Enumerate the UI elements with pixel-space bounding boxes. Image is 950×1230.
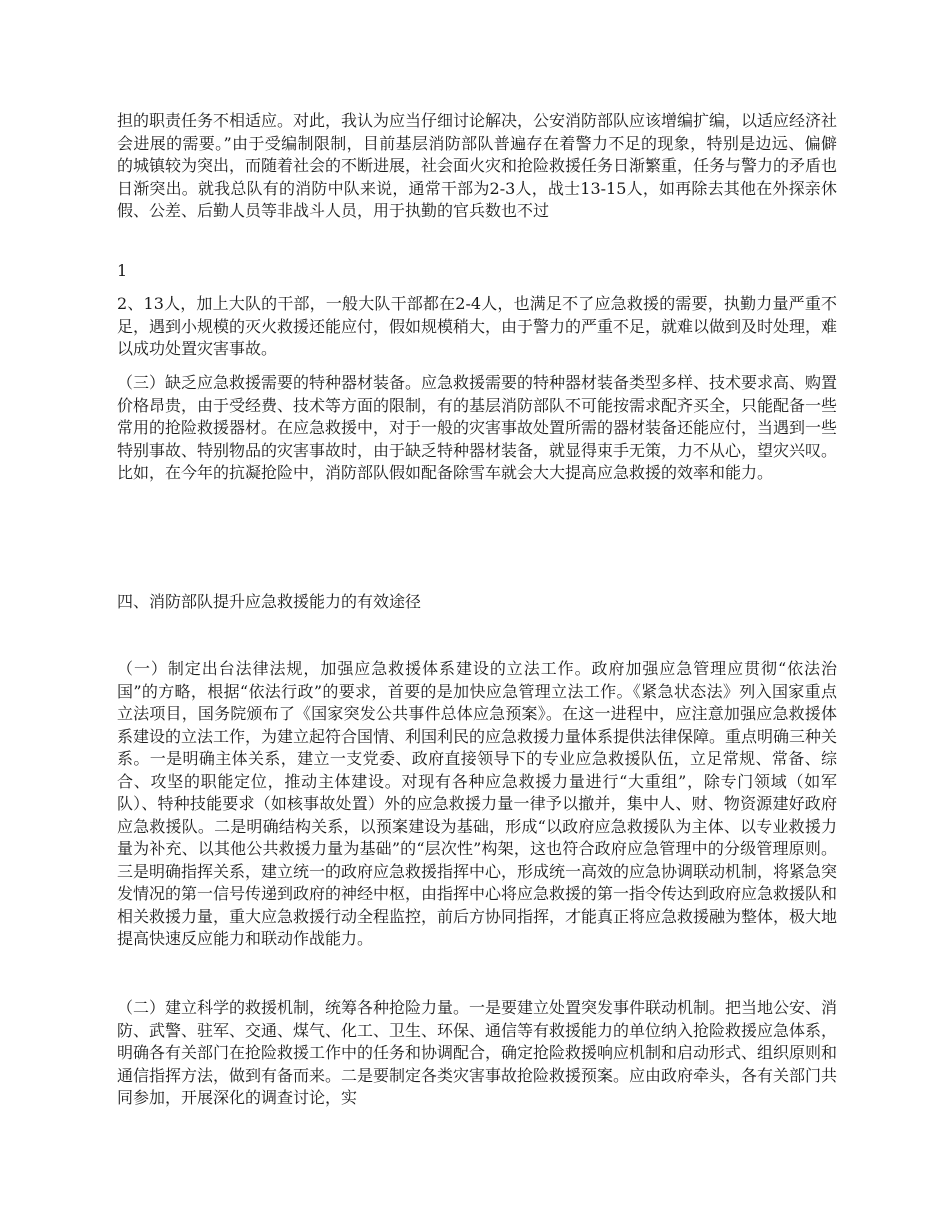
page-number: 1 xyxy=(117,261,128,280)
paragraph-legislation: （一）制定出台法律法规，加强应急救援体系建设的立法工作。政府加强应急管理应贯彻“依法治国”的方略，根据“依法行政”的要求，首要的是加快应急管理立法工作。《紧急状态法》列入国家重点立法项目，国务院颁布了《国家突发公共事件总体应急预案》。在这一进程中，应注意加强应急救援体系建设的立法工作，为建立起符合国情、利国利民的应急救援力量体系提供法律保障。重点明确三种关系。一是明确主体关系，建立一支党委、政府直接领导下的专业应急救援队伍，立足常规、常备、综合、攻坚的职能定位，推动主体建设。对现有各种应急救援力量进行“大重组”，除专门领域（如军队）、特种技能要求（如核事故处置）外的应急救援力量一律予以撤并，集中人、财、物资源建好政府应急救援队。二是明确结构关系，以预案建设为基础，形成“以政府应急救援队为主体、以专业救援力量为补充、以其他公共救援力量为基础”的“层次性”构架，这也符合政府应急管理中的分级管理原则。三是明确指挥关系，建立统一的政府应急救援指挥中心，形成统一高效的应急协调联动机制，将紧急突发情况的第一信号传递到政府的神经中枢，由指挥中心将应急救援的第一指令传达到政府应急救援队和相关救援力量，重大应急救援行动全程监控，前后方协同指挥，才能真正将应急救援融为整体，极大地提高快速反应能力和联动作战能力。 xyxy=(117,659,838,948)
paragraph-equipment: （三）缺乏应急救援需要的特种器材装备。应急救援需要的特种器材装备类型多样、技术要求高、购置价格昂贵，由于受经费、技术等方面的限制，有的基层消防部队不可能按需求配齐买全，只能配备一些常用的抢险救援器材。在应急救援中，对于一般的灾害事故处置所需的器材装备还能应付，当遇到一些特别事故、特别物品的灾害事故时，由于缺乏特种器材装备，就显得束手无策，力不从心，望灾兴叹。比如，在今年的抗凝抢险中，消防部队假如配备除雪车就会大大提高应急救援的效率和能力。 xyxy=(117,373,838,482)
paragraph-continued: 担的职责任务不相适应。对此，我认为应当仔细讨论解决，公安消防部队应该增编扩编，以适应经济社会进展的需要。”由于受编制限制，目前基层消防部队普遍存在着警力不足的现象，特别是边远、偏僻的城镇较为突出，而随着社会的不断进展，社会面火灾和抢险救援任务日渐繁重，任务与警力的矛盾也日渐突出。就我总队有的消防中队来说，通常干部为2-3人，战士13-15人，如再除去其他在外探亲休假、公差、后勤人员等非战斗人员，用于执勤的官兵数也不过 xyxy=(117,111,838,220)
section-heading: 四、消防部队提升应急救援能力的有效途径 xyxy=(117,592,422,611)
paragraph-mechanism: （二）建立科学的救援机制，统筹各种抢险力量。一是要建立处置突发事件联动机制。把当地公安、消防、武警、驻军、交通、煤气、化工、卫生、环保、通信等有救援能力的单位纳入抢险救援应急体系，明确各有关部门在抢险救援工作中的任务和协调配合，确定抢险救援响应机制和启动形式、组织原则和通信指挥方法，做到有备而来。二是要制定各类灾害事故抢险救援预案。应由政府牵头，各有关部门共同参加，开展深化的调查讨论，实 xyxy=(117,998,838,1107)
paragraph-manpower: 2、13人，加上大队的干部，一般大队干部都在2-4人，也满足不了应急救援的需要，执勤力量严重不足，遇到小规模的灭火救援还能应付，假如规模稍大，由于警力的严重不足，就难以做到及时处理，难以成功处置灾害事故。 xyxy=(117,294,838,358)
